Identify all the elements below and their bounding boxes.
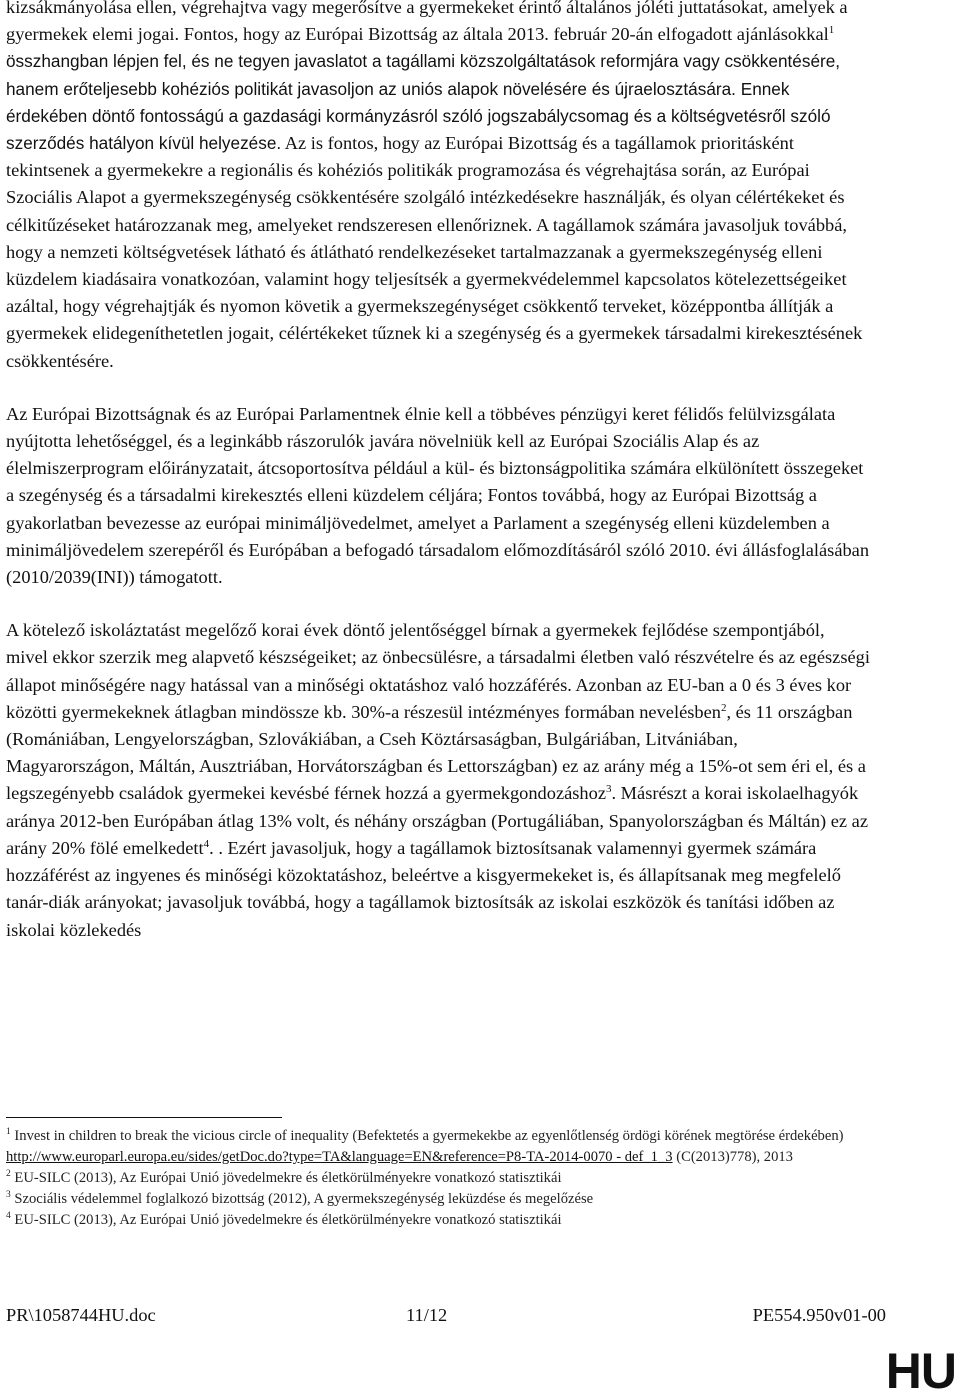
footer-pe-reference: PE554.950v01-00 [752,1305,886,1325]
page-footer [6,1305,886,1333]
footnote-ref-4[interactable]: 4 [203,837,210,850]
footnote-2-text: EU-SILC (2013), Az Európai Unió jövedelmekre és életkörülményekre vonatkozó statisztikái [14,1170,562,1186]
footnote-1-text: Invest in children to break the vicious circle of inequality (Befektetés a gyermekekbe az egyenlőtlenség ördögi körének megtörése érdekében) [14,1128,844,1144]
footnote-4-text: EU-SILC (2013), Az Európai Unió jövedelmekre és életkörülményekre vonatkozó statisztikái [14,1212,562,1228]
footnote-1-number: 1 [6,1127,11,1138]
paragraph-spacer [6,375,870,401]
footnote-ref-1[interactable]: 1 [828,24,835,37]
paragraph-1-sentence-b: összhangban lépjen fel, és ne tegyen javaslatot a tagállami közszolgáltatások reformjára vagy csökkentésére, hanem erőteljesebb kohéziós politikát javasoljon az uniós alapok növelésére és újraelosztására. Ennek érdekében döntő fontosságú a gazdasági kormányzásról szóló jogszabálycsomag és a költségvetésről szóló szerződés hatályon kívül helyezése. [6,51,841,154]
footnote-1-link[interactable]: http://www.europarl.europa.eu/sides/getDoc.do?type=TA&language=EN&reference=P8-TA-2014-0070 - def_1_3 [6,1149,673,1165]
footnote-3-text: Szociális védelemmel foglalkozó bizottság (2012), A gyermekszegénység leküzdése és megelőzése [14,1191,594,1207]
footnote-3 [6,1189,886,1210]
footnote-4 [6,1210,886,1231]
document-body [6,0,870,944]
footer-page-number: 11/12 [406,1305,448,1325]
paragraph-3-part-d: . . Ezért javasoljuk, hogy a tagállamok biztosítsanak valamennyi gyermek számára hozzáférést az ingyenes és minőségi közoktatáshoz, beleértve a kisgyermekeket is, és állapítsanak meg megfelelő tanár-diák arányokat; javasoljuk továbbá, hogy a tagállamok biztosítsák az iskolai eszközök és tanítási időben az iskolai közlekedés [6,837,841,940]
language-code: HU [885,1343,956,1399]
footnote-2-number: 2 [6,1169,11,1180]
footnote-1 [6,1126,886,1168]
footer-document-reference: PR\1058744HU.doc [6,1305,156,1325]
paragraph-1-sentence-a: kizsákmányolása ellen, végrehajtva vagy megerősítve a gyermekeket érintő általános jóléti juttatásokat, amelyek a gyermekek elemi jogai. Fontos, hogy az Európai Bizottság az általa 2013. február 20-án elfogadott ajánlásokkal [6,0,848,45]
paragraph-2: Az Európai Bizottságnak és az Európai Parlamentnek élnie kell a többéves pénzügyi keret félidős felülvizsgálata nyújtotta lehetőséggel, és a leginkább rászorulók javára növelniük kell az Európai Szociális Alap és az élelmiszerprogram előirányzatait, átcsoportosítva például a kül- és biztonságpolitika számára elkülönített összegeket a szegénység és a társadalmi kirekesztés elleni küzdelem céljára; Fontos továbbá, hogy az Európai Bizottság a gyakorlatban bevezesse az európai minimáljövedelmet, amelyet a Parlament a szegénység elleni küzdelemben a minimáljövedelem szerepéről és Európában a befogadó társadalom előmozdításáról szóló 2010. évi állásfoglalásában (2010/2039(INI)) támogatott. [6,403,870,588]
footnote-1-reference: (C(2013)778), 2013 [672,1149,793,1165]
footnote-separator [6,1117,282,1118]
paragraph-3-part-c: . Másrészt a korai iskolaelhagyók aránya 2012-ben Európában átlag 13% volt, és néhány országban (Portugáliában, Spanyolországban és Máltán) ez az arány 20% fölé emelkedett [6,783,869,858]
paragraph-3-part-b: , és 11 országban (Romániában, Lengyelországban, Szlovákiában, a Cseh Köztársaságban, Bulgáriában, Litvániában, Magyarországon, Máltán, Ausztriában, Horvátországban és Lettországban) ez az arány még a 15%-ot sem éri el, és a legszegényebb családok gyermekei kevésbé férnek hozzá a gyermekgondozáshoz [6,701,866,804]
footnote-3-number: 3 [6,1190,11,1201]
footnote-ref-3[interactable]: 3 [605,783,612,796]
paragraph-1 [6,0,870,375]
footnote-4-number: 4 [6,1211,11,1222]
paragraph-3-part-a: A kötelező iskoláztatást megelőző korai évek döntő jelentőséggel bírnak a gyermekek fejlődése szempontjából, mivel ekkor szerzik meg alapvető készségeiket; az önbecsülésre, a társadalmi életben való részvételre és az egészségi állapot minőségére nagy hatással van a minőségi oktatáshoz való hozzáférés. Azonban az EU-ban a 0 és 3 éves kor közötti gyermekeknek átlagban mindössze kb. 30%-a részesül intézményes formában nevelésben [6,620,870,722]
paragraph-1-sentence-c: Az is fontos, hogy az Európai Bizottság és a tagállamok prioritásként tekintsenek a gyermekekre a regionális és kohéziós politikák programozása és végrehajtása során, az Európai Szociális Alapot a gyermekszegénység csökkentésére szolgáló intézkedésekre használják, és olyan célértékeket és célkitűzéseket határozzanak meg, amelyeket rendszeresen ellenőriznek. A tagállamok számára javasoljuk továbbá, hogy a nemzeti költségvetések látható és átlátható rendelkezéseket tartalmazzanak a gyermekszegénység elleni küzdelem kiadásaira vonatkozóan, valamint hogy teljesítsék a gyermekvédelemmel kapcsolatos kötelezettségeiket azáltal, hogy végrehajtják és nyomon követik a gyermekszegénységet csökkentő terveket, középpontba állítják a gyermekek elidegeníthetetlen jogait, célértékeket tűznek ki a szegénység és a gyermekek társadalmi kirekesztésének csökkentésére. [6,133,863,371]
footnotes [6,1126,886,1231]
footnote-2 [6,1168,886,1189]
footnote-ref-2[interactable]: 2 [720,701,727,714]
paragraph-spacer [6,591,870,617]
paragraph-3 [6,617,870,943]
